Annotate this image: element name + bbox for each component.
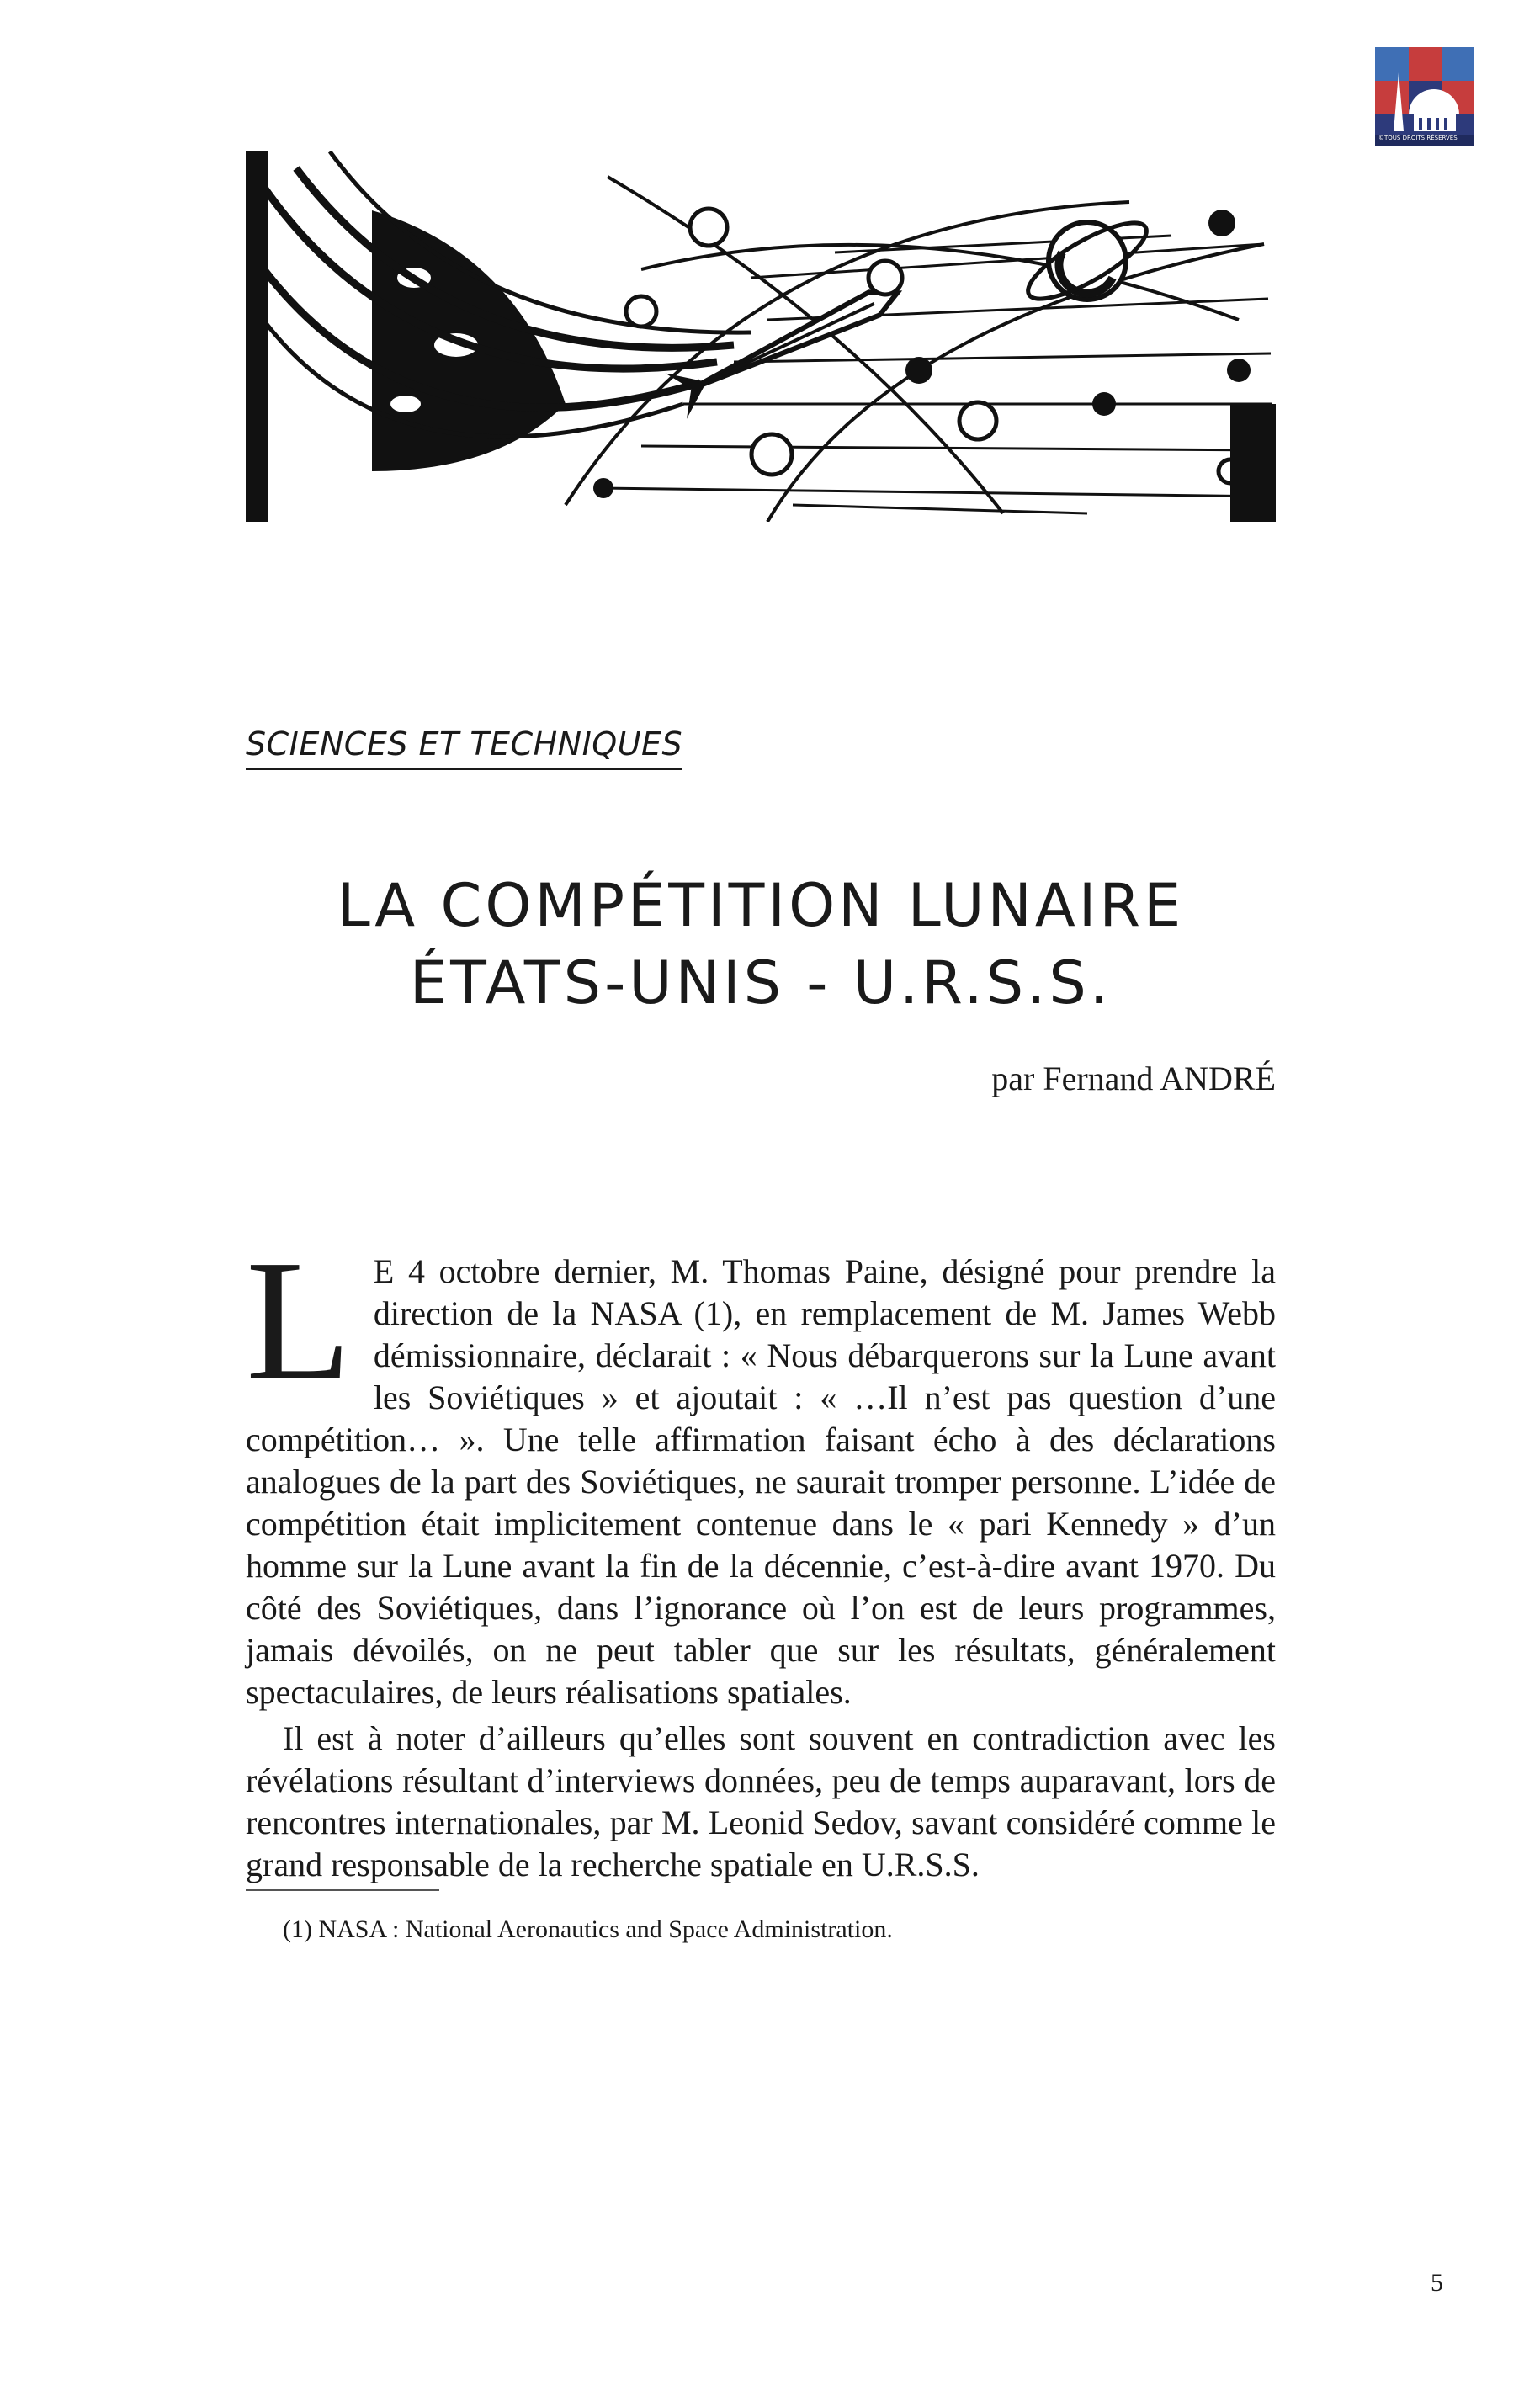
byline: par Fernand ANDRÉ — [991, 1060, 1276, 1097]
page-number: 5 — [1431, 2269, 1443, 2297]
section-heading: SCIENCES ET TECHNIQUES — [246, 725, 682, 770]
logo-caption: ©TOUS DROITS RÉSERVÉS — [1378, 135, 1458, 141]
library-building-icon — [1375, 47, 1474, 146]
paragraph-1-text: E 4 octobre dernier, M. Thomas Paine, désigné pour prendre la direction de la NASA (1), en remplacement de M. James Webb démissionnaire, déclarait : « Nous débarquerons sur la Lune avant les Soviétiques » et ajoutait : « …Il n’est pas question d’une compétition… ». Une telle affirmation faisant écho à des déclarations analogues de la part des Soviétiques, ne saurait tromper personne. L’idée de compétition était implicitement contenue dans le « pari Kennedy » d’un homme sur la Lune avant la fin de la décennie, c’est-à-dire avant 1970. Du côté des Soviétiques, dans l’ignorance où l’on est de leurs programmes, jamais dévoilés, on ne peut tabler que sur les résultats, généralement spectaculaires, de leurs réalisations spatiales. — [246, 1252, 1276, 1711]
library-logo — [1375, 47, 1474, 146]
title-line-2: ÉTATS-UNIS - U.R.S.S. — [409, 948, 1113, 1017]
article-title — [246, 867, 1276, 1022]
paragraph-2: Il est à noter d’ailleurs qu’elles sont souvent en contradiction avec les révélations résultant d’interviews données, peu de temps auparavant, lors de rencontres internationales, par M. Leonid Sedov, savant considéré comme le grand responsable de la recherche spatiale en U.R.S.S. — [246, 1719, 1276, 1883]
footnote-divider — [246, 1889, 439, 1891]
article-body — [246, 1224, 1276, 1886]
dropcap: L — [246, 1224, 352, 1416]
paragraph-1 — [246, 1224, 1276, 1713]
rocket-space-illustration-icon — [246, 151, 1276, 522]
title-line-1: LA COMPÉTITION LUNAIRE — [337, 871, 1185, 940]
header-illustration — [246, 151, 1276, 522]
footnote: (1) NASA : National Aeronautics and Space Administration. — [283, 1915, 893, 1943]
